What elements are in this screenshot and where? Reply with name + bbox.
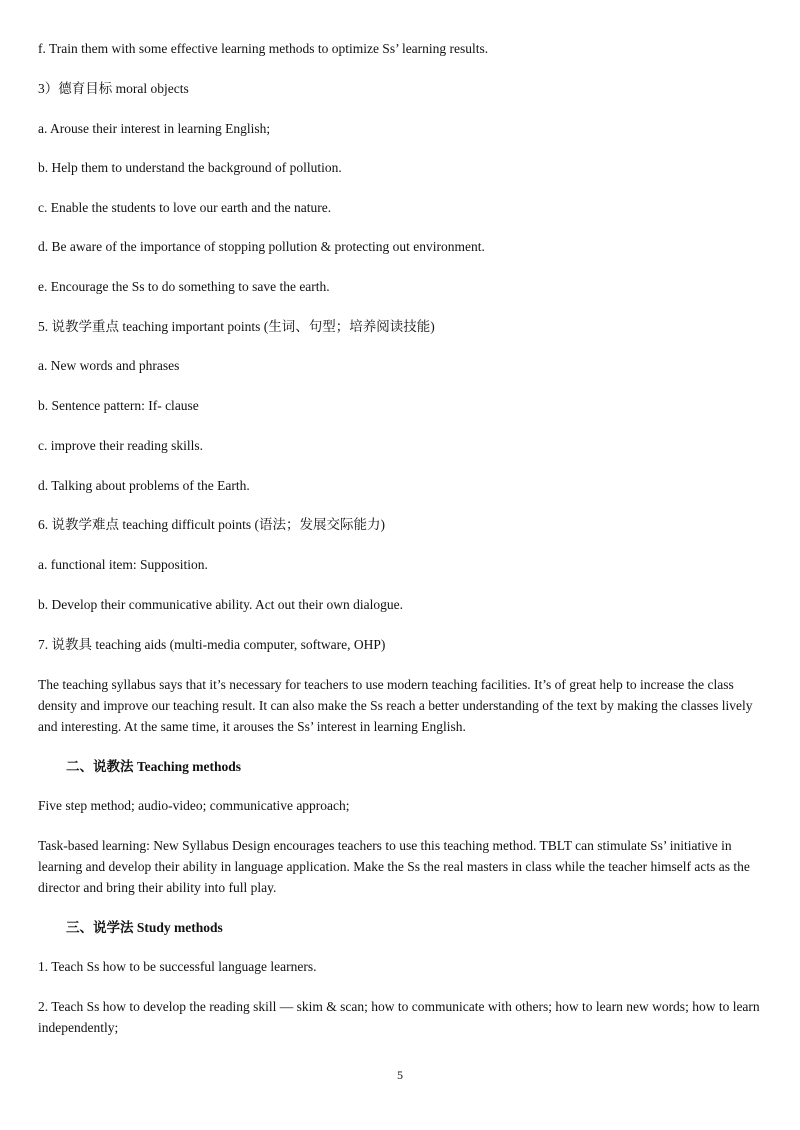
important-item-b: b. Sentence pattern: If- clause (38, 398, 199, 413)
study-methods-heading: 三、说学法 Study methods (66, 920, 223, 935)
moral-item-d: d. Be aware of the importance of stopping pollution & protecting out environment. (38, 239, 485, 254)
important-item-c: c. improve their reading skills. (38, 438, 203, 453)
study-item-1: 1. Teach Ss how to be successful language learners. (38, 959, 317, 974)
teaching-methods-heading: 二、说教法 Teaching methods (66, 759, 242, 774)
moral-item-c: c. Enable the students to love our earth and the nature. (38, 200, 332, 215)
important-item-a: a. New words and phrases (38, 358, 180, 373)
difficult-points-heading: 6. 说教学难点 teaching difficult points (语法；发展交际能力) (38, 517, 385, 532)
teaching-methods-line: Five step method; audio-video; communicative approach; (38, 798, 350, 813)
study-item-2: 2. Teach Ss how to develop the reading skill — skim & scan; how to communicate with others; how to learn new words; how to learn independently; (38, 999, 760, 1035)
objective-f: f. Train them with some effective learning methods to optimize Ss’ learning results. (38, 41, 489, 56)
moral-item-e: e. Encourage the Ss to do something to save the earth. (38, 279, 330, 294)
teaching-methods-paragraph: Task-based learning: New Syllabus Design encourages teachers to use this teaching method. TBLT can stimulate Ss’ initiative in learning and develop their ability in language application. Make the Ss the real masters in class while the teacher himself acts as the director and bring their ability into full play. (38, 838, 750, 895)
page-number: 5 (397, 1068, 403, 1082)
moral-objects-heading: 3）德育目标 moral objects (38, 81, 189, 96)
difficult-item-a: a. functional item: Supposition. (38, 557, 208, 572)
difficult-item-b: b. Develop their communicative ability. Act out their own dialogue. (38, 597, 404, 612)
important-item-d: d. Talking about problems of the Earth. (38, 478, 250, 493)
important-points-heading: 5. 说教学重点 teaching important points (生词、句型；培养阅读技能) (38, 319, 435, 334)
teaching-aids-paragraph: The teaching syllabus says that it’s necessary for teachers to use modern teaching facilities. It’s of great help to increase the class density and improve our teaching result. It can also make the Ss reach a better understanding of the text by making the classes lively and interesting. At the same time, it arouses the Ss’ interest in learning English. (38, 677, 753, 734)
teaching-aids-heading: 7. 说教具 teaching aids (multi-media computer, software, OHP) (38, 637, 386, 652)
moral-item-a: a. Arouse their interest in learning English; (38, 121, 271, 136)
moral-item-b: b. Help them to understand the background of pollution. (38, 160, 342, 175)
